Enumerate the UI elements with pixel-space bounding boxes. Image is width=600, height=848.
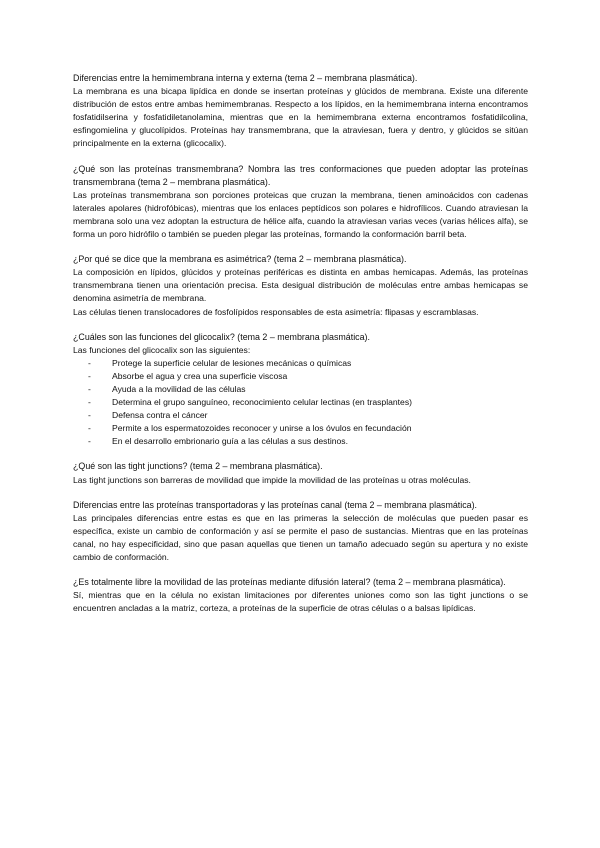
bullet-dash: - xyxy=(88,357,91,368)
list-item xyxy=(73,370,528,383)
functions-list xyxy=(73,357,528,449)
list-item-text: Absorbe el agua y crea una superficie viscosa xyxy=(112,370,288,381)
bullet-dash: - xyxy=(88,397,91,408)
bullet-dash: - xyxy=(88,383,91,394)
list-item-text: Protege la superficie celular de lesiones mecánicas o químicas xyxy=(112,357,352,368)
section-transportadoras-canal xyxy=(73,499,528,564)
section-glicocalix xyxy=(73,331,528,449)
question-heading: ¿Qué son las proteínas transmembrana? Nombra las tres conformaciones que pueden adoptar las proteínas transmembrana (tema 2 – membrana plasmática). xyxy=(73,163,528,187)
bullet-dash: - xyxy=(88,410,91,421)
answer-paragraph: Sí, mientras que en la célula no existan limitaciones por diferentes uniones como son las tight junctions o se encuentren ancladas a la matriz, corteza, a proteínas de la superficie de otras células o a balsas lipídicas. xyxy=(73,590,528,614)
question-heading: ¿Es totalmente libre la movilidad de las proteínas mediante difusión lateral? (tema 2 – membrana plasmática). xyxy=(73,577,506,588)
list-item-text: Defensa contra el cáncer xyxy=(112,410,208,421)
bullet-dash: - xyxy=(88,436,91,447)
question-heading: ¿Cuáles son las funciones del glicocalix? (tema 2 – membrana plasmática). xyxy=(73,331,370,342)
section-proteinas-transmembrana xyxy=(73,163,528,242)
answer-paragraph: La composición en lípidos, glúcidos y proteínas periféricas es distinta en ambas hemicapas. Además, las proteínas transmembrana tienen una orientación precisa. Esta desigual distribución de moléculas entre ambas hemicapas se denomina asimetría de membrana. xyxy=(73,267,528,304)
list-item-text: Permite a los espermatozoides reconocer y unirse a los óvulos en fecundación xyxy=(112,423,412,434)
answer-paragraph: La membrana es una bicapa lipídica en donde se insertan proteínas y glúcidos de membrana. Existe una diferente distribución de estos entre ambas hemimembranas. Respecto a los lípidos, en la hemimembrana interna encontramos fosfatidilserina y fosfatidiletanolamina, mientras que en la hemimembrana externa encontramos fosfatidilcolina, esfingomielina y glucolípidos. Proteínas hay transmembrana, que la atraviesan, fuera y dentro, y glúcidos se sitúan principalmente en la externa (glicocalix). xyxy=(73,86,528,149)
list-item-text: Ayuda a la movilidad de las células xyxy=(112,383,246,394)
answer-paragraph: Las tight junctions son barreras de movilidad que impide la movilidad de las proteínas u otras moléculas. xyxy=(73,474,471,485)
list-item xyxy=(73,357,528,370)
section-tight-junctions xyxy=(73,460,528,486)
question-heading: Diferencias entre la hemimembrana interna y externa (tema 2 – membrana plasmática). xyxy=(73,73,418,83)
list-item xyxy=(73,396,528,409)
answer-paragraph: Las células tienen translocadores de fosfolípidos responsables de esta asimetría: flipasas y escramblasas. xyxy=(73,306,479,317)
list-item xyxy=(73,422,528,435)
answer-intro: Las funciones del glicocalix son las siguientes: xyxy=(73,344,251,355)
question-heading: Diferencias entre las proteínas transportadoras y las proteínas canal (tema 2 – membrana plasmática). xyxy=(73,499,478,510)
list-item xyxy=(73,409,528,422)
section-hemimembranas xyxy=(73,72,528,151)
section-difusion-lateral xyxy=(73,576,528,615)
answer-paragraph: Las principales diferencias entre estas es que en las primeras la selección de moléculas que pueden pasar es específica, existe un cambio de conformación y así se permite el paso de sustancias. Mientras que en las proteínas canal, no hay especificidad, sino que pasan aquellas que tienen un tamaño adecuado según su apertura y no existe cambio de conformación. xyxy=(73,512,528,562)
list-item xyxy=(73,435,528,448)
bullet-dash: - xyxy=(88,370,91,381)
section-asimetria xyxy=(73,253,528,318)
list-item-text: En el desarrollo embrionario guía a las células a sus destinos. xyxy=(112,436,348,447)
question-heading: ¿Por qué se dice que la membrana es asimétrica? (tema 2 – membrana plasmática). xyxy=(73,254,407,265)
bullet-dash: - xyxy=(88,423,91,434)
list-item xyxy=(73,383,528,396)
list-item-text: Determina el grupo sanguíneo, reconocimiento celular lectinas (en trasplantes) xyxy=(112,397,412,408)
answer-paragraph: Las proteínas transmembrana son porciones proteicas que cruzan la membrana, tienen aminoácidos con cadenas laterales apolares (hidrofóbicas), mientras que los enlaces peptídicos son polares e hidrofílicos. Cuando atraviesan la membrana solo una vez adoptan la estructura de hélice alfa, cuando la atraviesan varias veces (varias hélices alfa), se forma un poro hidrófilo o también se pueden plegar las proteínas, formando la conformación barril beta. xyxy=(73,189,528,240)
document-page xyxy=(73,72,528,627)
question-heading: ¿Qué son las tight junctions? (tema 2 – membrana plasmática). xyxy=(73,461,323,472)
